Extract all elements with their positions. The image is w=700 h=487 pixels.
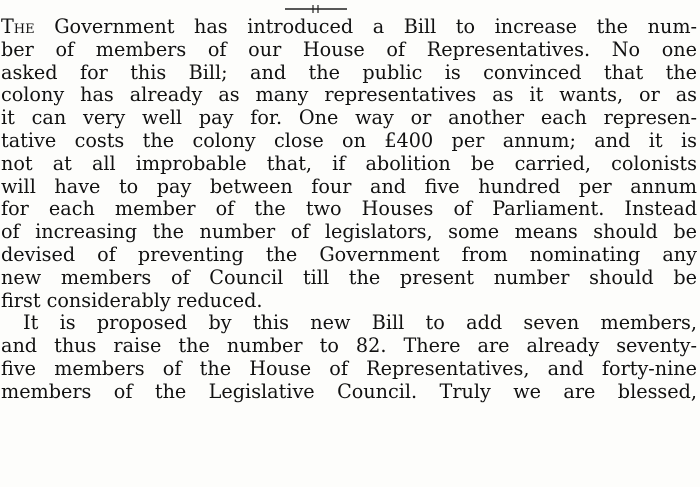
text-line: first considerably reduced.: [1, 289, 263, 312]
text-line: colony has already as many representatives as it wants, or as: [1, 84, 697, 107]
text-line: ber of members of our House of Representatives. No one: [1, 38, 697, 61]
text-line: will have to pay between four and five hundred per annum: [1, 175, 697, 198]
ornamental-rule: [285, 4, 347, 14]
paragraph-2: [1, 312, 697, 403]
text-line-indented: It is proposed by this new Bill to add seven members,: [23, 312, 697, 335]
text-line: devised of preventing the Government from nominating any: [1, 243, 697, 266]
text-line: not at all improbable that, if abolition be carried, colonists: [1, 152, 697, 175]
text-line: asked for this Bill; and the public is convinced that the: [1, 61, 697, 84]
text-line: members of the Legislative Council. Truly we are blessed,: [1, 380, 697, 403]
text-line: it can very well pay for. One way or another each represen-: [1, 107, 697, 130]
text-line: new members of Council till the present number should be: [1, 266, 697, 289]
text-line: for each member of the two Houses of Parliament. Instead: [1, 198, 697, 221]
text-line: five members of the House of Representatives, and forty-nine: [1, 357, 697, 380]
text-line: of increasing the number of legislators, some means should be: [1, 221, 697, 244]
text-line: The Government has introduced a Bill to increase the num-: [1, 16, 697, 38]
lead-word: The: [1, 16, 35, 38]
text-line: and thus raise the number to 82. There are already seventy-: [1, 335, 697, 358]
text-line: tative costs the colony close on £400 per annum; and it is: [1, 129, 697, 152]
paragraph-1: [1, 16, 697, 312]
article-body: [1, 16, 697, 404]
